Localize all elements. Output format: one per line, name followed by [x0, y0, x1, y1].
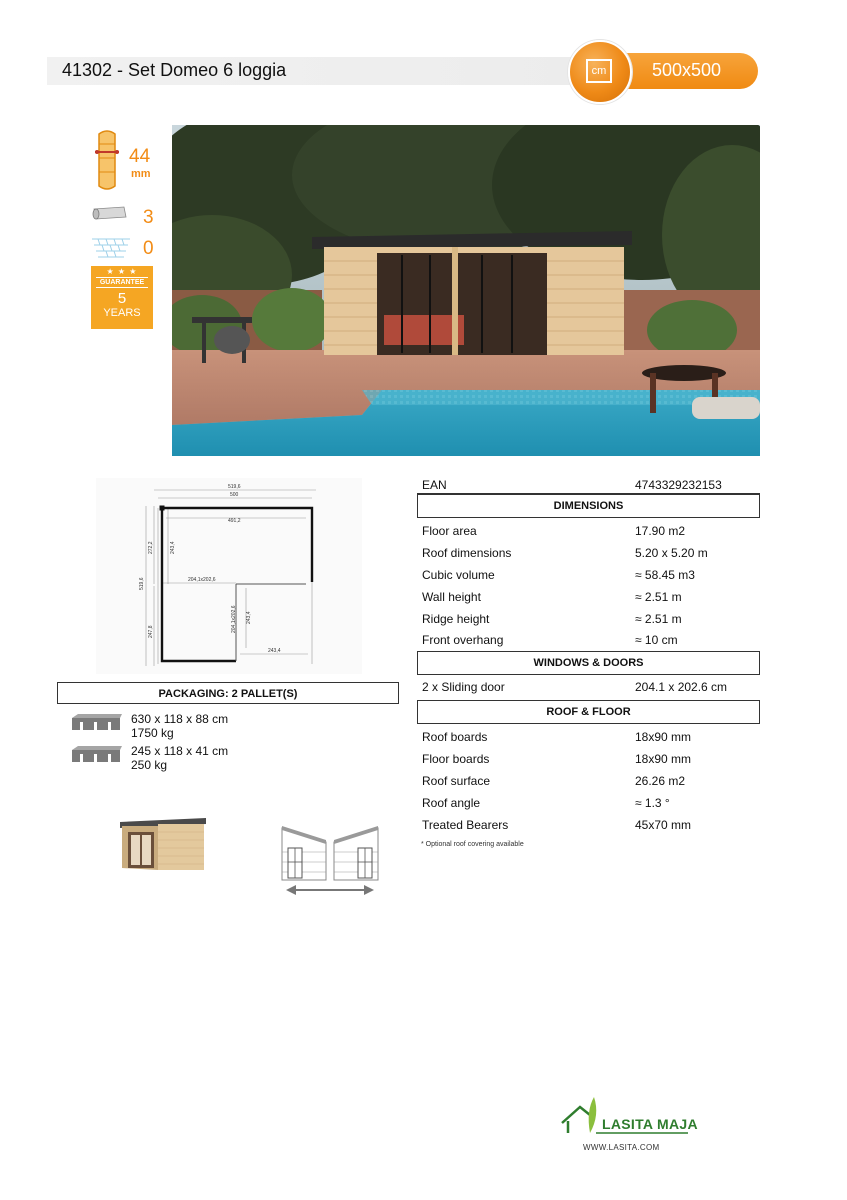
spec-value: 18x90 mm	[635, 752, 692, 766]
guarantee-badge	[91, 266, 153, 329]
spec-value: 26.26 m2	[635, 774, 686, 788]
spec-row	[417, 608, 760, 630]
guarantee-years-number: 5	[117, 290, 127, 307]
guarantee-label: GUARANTEE	[96, 277, 148, 288]
spec-row	[417, 814, 760, 836]
floor-plan-drawing	[96, 478, 362, 674]
pallet-icon	[70, 746, 122, 766]
spec-label: Roof surface	[422, 774, 491, 788]
spec-label: Ridge height	[422, 612, 490, 626]
pallet-dimensions: 630 x 118 x 88 cm	[131, 712, 229, 726]
spec-value: 5.20 x 5.20 m	[635, 546, 708, 560]
plan-label: 500	[230, 492, 239, 498]
spec-row	[417, 520, 760, 542]
pallet-icon	[70, 714, 122, 734]
spec-value: 45x70 mm	[635, 818, 692, 832]
windows-doors-heading: WINDOWS & DOORS	[417, 651, 760, 675]
spec-label: Front overhang	[422, 633, 504, 647]
wall-plank-icon	[95, 130, 119, 190]
spec-row	[417, 792, 760, 814]
spec-value: 17.90 m2	[635, 524, 686, 538]
roof-covering-note: * Optional roof covering available	[421, 841, 524, 848]
pallet-weight: 250 kg	[131, 758, 168, 772]
spec-row	[417, 770, 760, 792]
spec-label: Roof angle	[422, 796, 481, 810]
spec-value: 18x90 mm	[635, 730, 692, 744]
size-label: 500x500	[652, 60, 722, 80]
spec-value: ≈ 10 cm	[635, 633, 678, 647]
spec-label: 2 x Sliding door	[422, 680, 505, 694]
plan-label: 243,4	[268, 648, 281, 654]
spec-label: Wall height	[422, 590, 481, 604]
pallet-weight: 1750 kg	[131, 726, 174, 740]
mirror-layout-icon	[278, 822, 382, 896]
page-title: 41302 - Set Domeo 6 loggia	[62, 60, 287, 80]
spec-row	[417, 726, 760, 748]
star-icon: ★ ★ ★	[106, 267, 138, 276]
website-link[interactable]: WWW.LASITA.COM	[583, 1143, 660, 1152]
spec-label: Floor boards	[422, 752, 490, 766]
ean-label: EAN	[422, 478, 447, 492]
roof-tile-icon	[90, 236, 132, 258]
roof-floor-heading: ROOF & FLOOR	[417, 700, 760, 724]
spec-value: ≈ 2.51 m	[635, 612, 682, 626]
spec-value: ≈ 2.51 m	[635, 590, 682, 604]
spec-row	[417, 748, 760, 770]
guarantee-years-word: YEARS	[103, 307, 141, 319]
plan-label: 204,1x202,6	[188, 577, 216, 583]
spec-row	[417, 629, 760, 651]
cabin-3d-thumbnail	[118, 808, 210, 874]
plan-label: 519,6	[139, 577, 145, 590]
spec-label: Treated Bearers	[422, 818, 509, 832]
packaging-heading: PACKAGING: 2 PALLET(S)	[57, 682, 399, 704]
plan-label: 247,8	[148, 625, 154, 638]
roofing-roll-icon	[90, 206, 130, 220]
roofing-roll-count: 3	[143, 207, 154, 228]
product-photo	[172, 125, 760, 456]
spec-label: Roof dimensions	[422, 546, 512, 560]
spec-label: Cubic volume	[422, 568, 495, 582]
dimension-unit-icon	[568, 40, 632, 104]
spec-row	[417, 586, 760, 608]
ean-value: 4743329232153	[635, 478, 722, 492]
plan-label: 243,4	[246, 611, 252, 624]
wall-thickness-value: 44	[129, 146, 151, 167]
spec-row	[417, 542, 760, 564]
spec-value: ≈ 1.3 °	[635, 796, 670, 810]
roof-tile-count: 0	[143, 238, 154, 259]
spec-row	[417, 564, 760, 586]
spec-value: ≈ 58.45 m3	[635, 568, 695, 582]
wall-thickness-unit: mm	[131, 168, 151, 180]
spec-value: 204.1 x 202.6 cm	[635, 680, 728, 694]
spec-label: Floor area	[422, 524, 477, 538]
plan-label: 272,2	[148, 541, 154, 554]
plan-label: 519,6	[228, 484, 241, 490]
dimensions-heading: DIMENSIONS	[417, 494, 760, 518]
plan-label: 243,4	[170, 541, 176, 554]
pallet-dimensions: 245 x 118 x 41 cm	[131, 744, 229, 758]
unit-label: cm	[586, 59, 612, 83]
brand-name: LASITA MAJA	[602, 1116, 698, 1132]
plan-label: 491,2	[228, 518, 241, 524]
plan-label: 204,1x202,6	[231, 605, 237, 633]
spec-row	[417, 676, 760, 698]
spec-label: Roof boards	[422, 730, 488, 744]
